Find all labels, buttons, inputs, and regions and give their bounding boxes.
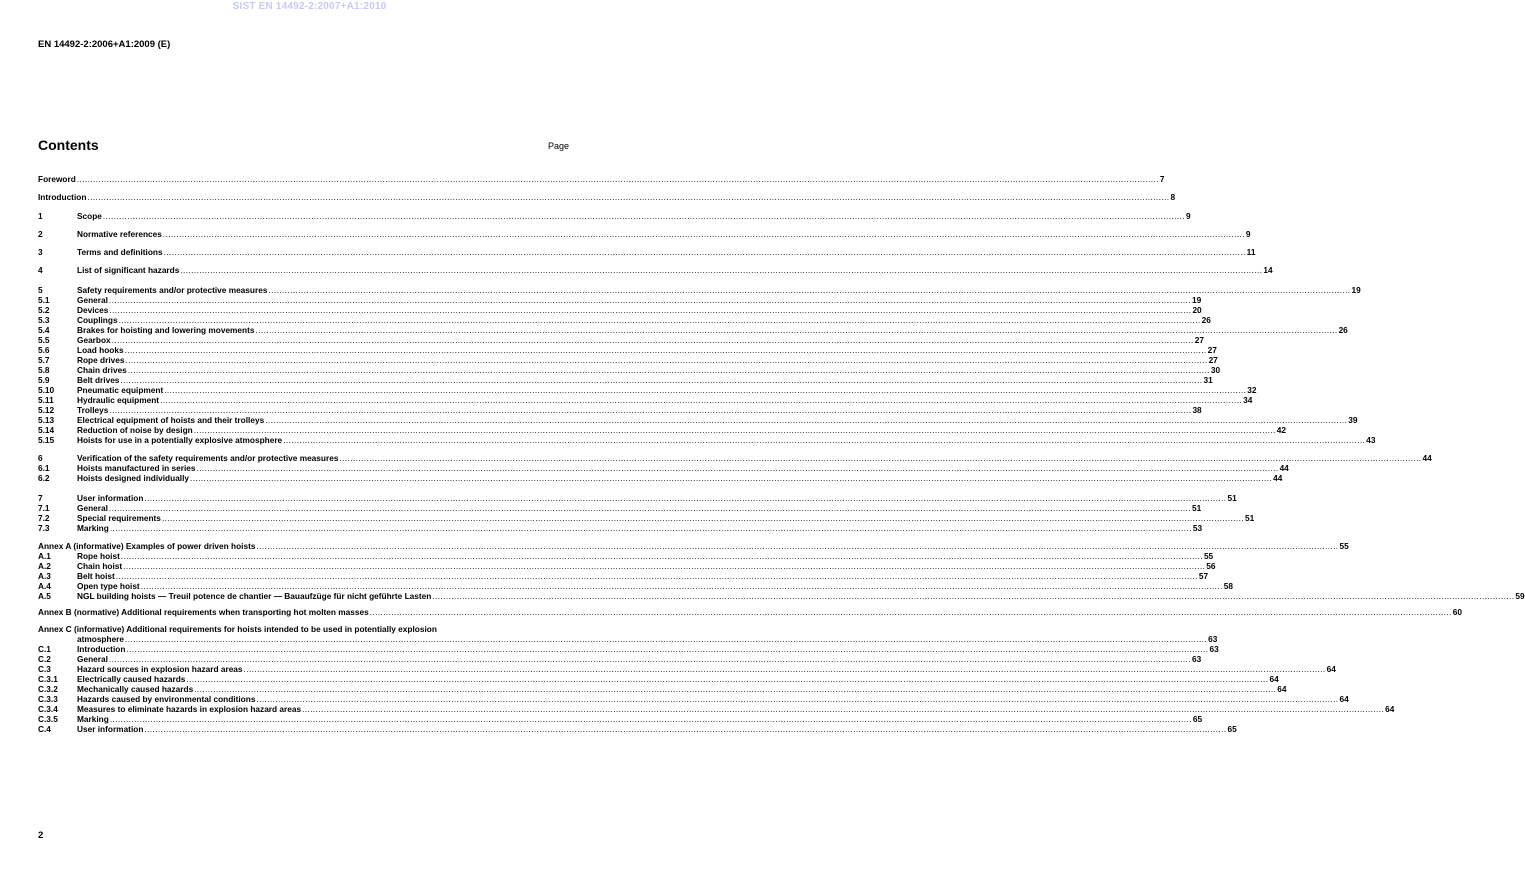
toc-entry-title: User information	[77, 724, 144, 734]
dot-leader: ................................................................................................................................................................................................................................................................................................................................................................................................................	[102, 211, 1185, 221]
toc-entry-page: 63	[1209, 644, 1219, 654]
toc-entry[interactable]	[38, 704, 1395, 714]
dot-leader: ................................................................................................................................................................................................................................................................................................................................................................................................................	[124, 345, 1207, 355]
toc-entry[interactable]	[38, 375, 1213, 385]
dot-leader: ................................................................................................................................................................................................................................................................................................................................................................................................................	[76, 174, 1159, 184]
toc-entry-title: Hoists manufactured in series	[77, 463, 196, 473]
toc-entry-number: A.2	[38, 561, 51, 571]
toc-entry-number: 7	[38, 493, 43, 503]
toc-entry-page: 65	[1192, 714, 1203, 724]
toc-entry-number: 5.6	[38, 345, 50, 355]
toc-entry-title: Belt hoist	[77, 571, 115, 581]
dot-leader: ................................................................................................................................................................................................................................................................................................................................................................................................................	[243, 664, 1326, 674]
dot-leader: ................................................................................................................................................................................................................................................................................................................................................................................................................	[256, 694, 1339, 704]
toc-entry-page: 26	[1201, 315, 1211, 325]
toc-entry-page: 60	[1452, 607, 1462, 617]
toc-entry-number: 7.3	[38, 523, 50, 533]
toc-entry[interactable]	[38, 174, 1165, 184]
dot-leader: ................................................................................................................................................................................................................................................................................................................................................................................................................	[108, 295, 1191, 305]
toc-entry-title: Introduction	[38, 192, 87, 202]
toc-entry[interactable]	[38, 473, 1283, 483]
dot-leader: ................................................................................................................................................................................................................................................................................................................................................................................................................	[140, 581, 1223, 591]
toc-entry-number: C.3.1	[38, 674, 58, 684]
dot-leader: ................................................................................................................................................................................................................................................................................................................................................................................................................	[369, 607, 1452, 617]
toc-entry-number: C.4	[38, 724, 51, 734]
toc-entry-title: NGL building hoists — Treuil potence de chantier — Bauaufzüge für nicht geführte Lasten	[77, 591, 432, 601]
toc-entry-number: 5.2	[38, 305, 50, 315]
toc-entry[interactable]	[38, 435, 1376, 445]
toc-entry-number: 5.15	[38, 435, 55, 445]
toc-entry-page: 7	[1159, 174, 1165, 184]
toc-entry-title: User information	[77, 493, 144, 503]
toc-entry-title: Open type hoist	[77, 581, 140, 591]
toc-entry-title: Terms and definitions	[77, 247, 163, 257]
toc-entry-number: C.3.3	[38, 694, 58, 704]
toc-entry-title: Brakes for hoisting and lowering movements	[77, 325, 255, 335]
dot-leader: ................................................................................................................................................................................................................................................................................................................................................................................................................	[283, 435, 1366, 445]
toc-entry-page: 64	[1339, 694, 1349, 704]
dot-leader: ................................................................................................................................................................................................................................................................................................................................................................................................................	[432, 591, 1515, 601]
toc-entry[interactable]	[38, 513, 1255, 523]
toc-entry[interactable]	[38, 607, 1462, 617]
toc-entry-title: Gearbox	[77, 335, 111, 345]
toc-entry[interactable]	[38, 541, 1349, 551]
toc-entry[interactable]	[38, 365, 1221, 375]
toc-entry-title: General	[77, 654, 108, 664]
toc-entry-number: 5.11	[38, 395, 54, 405]
toc-entry-number: 5.4	[38, 325, 50, 335]
toc-entry[interactable]	[38, 644, 1219, 654]
toc-entry[interactable]	[38, 561, 1216, 571]
toc-entry-page: 8	[1170, 192, 1176, 202]
toc-entry-title: Marking	[77, 714, 109, 724]
toc-entry[interactable]	[38, 335, 1204, 345]
toc-entry[interactable]	[38, 229, 1251, 239]
toc-entry-number: C.1	[38, 644, 51, 654]
toc-entry-page: 9	[1245, 229, 1251, 239]
toc-entry-number: 5.8	[38, 365, 50, 375]
dot-leader: ................................................................................................................................................................................................................................................................................................................................................................................................................	[126, 644, 1209, 654]
toc-entry-page: 30	[1210, 365, 1221, 375]
contents-title: Contents	[38, 137, 99, 153]
toc-entry[interactable]	[38, 295, 1202, 305]
dot-leader: ................................................................................................................................................................................................................................................................................................................................................................................................................	[120, 551, 1203, 561]
dot-leader: ................................................................................................................................................................................................................................................................................................................................................................................................................	[196, 463, 1279, 473]
toc-entry-page: 53	[1192, 523, 1203, 533]
toc-entry[interactable]	[38, 405, 1202, 415]
toc-entry-number: 5.5	[38, 335, 50, 345]
toc-entry-title: Special requirements	[77, 513, 161, 523]
toc-entry[interactable]	[38, 305, 1202, 315]
toc-entry-page: 27	[1208, 355, 1218, 365]
dot-leader: ................................................................................................................................................................................................................................................................................................................................................................................................................	[339, 453, 1422, 463]
toc-entry[interactable]	[38, 724, 1237, 734]
toc-entry-title: Load hooks	[77, 345, 124, 355]
toc-entry-number: 7.2	[38, 513, 50, 523]
toc-entry-title: Hoists designed individually	[77, 473, 190, 483]
dot-leader: ................................................................................................................................................................................................................................................................................................................................................................................................................	[125, 355, 1208, 365]
toc-entry[interactable]	[38, 624, 1218, 644]
toc-entry-page: 14	[1263, 265, 1273, 275]
dot-leader: ................................................................................................................................................................................................................................................................................................................................................................................................................	[161, 513, 1244, 523]
toc-entry[interactable]	[38, 674, 1279, 684]
toc-entry-page: 64	[1385, 704, 1395, 714]
dot-leader: ................................................................................................................................................................................................................................................................................................................................................................................................................	[109, 523, 1192, 533]
toc-entry[interactable]	[38, 247, 1256, 257]
toc-entry-page: 32	[1247, 385, 1257, 395]
dot-leader: ................................................................................................................................................................................................................................................................................................................................................................................................................	[265, 415, 1348, 425]
toc-entry-page: 43	[1366, 435, 1376, 445]
toc-entry-number: A.5	[38, 591, 51, 601]
toc-entry-number: 5.1	[38, 295, 50, 305]
dot-leader: ................................................................................................................................................................................................................................................................................................................................................................................................................	[186, 674, 1269, 684]
toc-entry-number: A.3	[38, 571, 51, 581]
toc-entry-page: 39	[1348, 415, 1358, 425]
toc-entry-number: 7.1	[38, 503, 50, 513]
toc-entry-page: 38	[1192, 405, 1202, 415]
toc-entry[interactable]	[38, 523, 1203, 533]
toc-entry[interactable]	[38, 684, 1287, 694]
toc-entry-page: 63	[1208, 634, 1218, 644]
dot-leader: ................................................................................................................................................................................................................................................................................................................................................................................................................	[180, 265, 1263, 275]
toc-entry-page: 63	[1191, 654, 1202, 664]
toc-entry-page: 65	[1227, 724, 1237, 734]
toc-entry[interactable]	[38, 591, 1525, 601]
toc-entry[interactable]	[38, 425, 1286, 435]
page-number: 2	[38, 830, 44, 841]
toc-entry-number: 6.1	[38, 463, 50, 473]
toc-entry[interactable]	[38, 581, 1233, 591]
toc-entry-title: Chain hoist	[77, 561, 123, 571]
toc-entry-title: Rope drives	[77, 355, 125, 365]
toc-entry-number: 5	[38, 285, 43, 295]
toc-entry-number: C.3.5	[38, 714, 58, 724]
toc-entry-title: Belt drives	[77, 375, 120, 385]
toc-entry-title: Hazard sources in explosion hazard areas	[77, 664, 243, 674]
toc-entry-page: 55	[1339, 541, 1349, 551]
toc-entry-page: 11	[1246, 247, 1256, 257]
toc-entry-title: Annex B (normative) Additional requirements when transporting hot molten masses	[38, 607, 369, 617]
toc-entry-page: 55	[1203, 551, 1214, 561]
toc-entry[interactable]	[38, 654, 1202, 664]
dot-leader: ................................................................................................................................................................................................................................................................................................................................................................................................................	[127, 365, 1210, 375]
toc-entry-page: 56	[1206, 561, 1216, 571]
toc-entry[interactable]	[38, 493, 1237, 503]
toc-entry-number: 5.3	[38, 315, 50, 325]
toc-entry-page: 51	[1191, 503, 1202, 513]
toc-entry-title: Introduction	[77, 644, 126, 654]
toc-entry-title: Verification of the safety requirements and/or protective measures	[77, 453, 339, 463]
toc-entry-page: 26	[1338, 325, 1348, 335]
dot-leader: ................................................................................................................................................................................................................................................................................................................................................................................................................	[268, 285, 1351, 295]
toc-entry-page: 64	[1269, 674, 1279, 684]
toc-entry[interactable]	[38, 395, 1253, 405]
dot-leader: ................................................................................................................................................................................................................................................................................................................................................................................................................	[123, 561, 1206, 571]
toc-entry-title: Safety requirements and/or protective measures	[77, 285, 268, 295]
dot-leader: ................................................................................................................................................................................................................................................................................................................................................................................................................	[109, 714, 1192, 724]
toc-entry-number: 6.2	[38, 473, 50, 483]
toc-entry-title: Electrically caused hazards	[77, 674, 186, 684]
toc-entry-page: 19	[1351, 285, 1361, 295]
toc-entry[interactable]	[38, 714, 1203, 724]
toc-entry[interactable]	[38, 192, 1176, 202]
toc-entry-page: 34	[1243, 395, 1253, 405]
dot-leader: ................................................................................................................................................................................................................................................................................................................................................................................................................	[193, 425, 1276, 435]
toc-entry-title-line1: Annex C (informative) Additional requirements for hoists intended to be used in potentially explosion	[38, 624, 437, 634]
dot-leader: ................................................................................................................................................................................................................................................................................................................................................................................................................	[111, 335, 1194, 345]
toc-entry-title: Mechanically caused hazards	[77, 684, 194, 694]
toc-entry[interactable]	[38, 664, 1336, 674]
toc-entry-number: 5.14	[38, 425, 55, 435]
toc-entry-title: Reduction of noise by design	[77, 425, 193, 435]
dot-leader: ................................................................................................................................................................................................................................................................................................................................................................................................................	[108, 503, 1191, 513]
toc-entry-number: A.4	[38, 581, 51, 591]
toc-entry-page: 44	[1273, 473, 1283, 483]
dot-leader: ................................................................................................................................................................................................................................................................................................................................................................................................................	[118, 315, 1201, 325]
toc-entry-page: 64	[1277, 684, 1287, 694]
toc-entry-title: General	[77, 295, 108, 305]
dot-leader: ................................................................................................................................................................................................................................................................................................................................................................................................................	[164, 385, 1247, 395]
toc-entry-title: Electrical equipment of hoists and their trolleys	[77, 415, 265, 425]
toc-entry-title: Rope hoist	[77, 551, 120, 561]
toc-entry-page: 44	[1279, 463, 1289, 473]
toc-entry-number: 6	[38, 453, 43, 463]
toc-entry-page: 27	[1207, 345, 1217, 355]
toc-entry-title: Trolleys	[77, 405, 109, 415]
toc-entry[interactable]	[38, 463, 1289, 473]
watermark: SIST EN 14492-2:2007+A1:2010	[232, 1, 387, 12]
toc-entry-page: 27	[1194, 335, 1204, 345]
toc-entry[interactable]	[38, 385, 1257, 395]
toc-entry-number: 3	[38, 247, 43, 257]
toc-entry-title: Hazards caused by environmental conditions	[77, 694, 256, 704]
toc-entry[interactable]	[38, 503, 1202, 513]
toc-entry[interactable]	[38, 325, 1348, 335]
toc-entry-page: 42	[1276, 425, 1286, 435]
toc-entry-title: Pneumatic equipment	[77, 385, 164, 395]
toc-entry-number: C.3.2	[38, 684, 58, 694]
toc-entry-title: Couplings	[77, 315, 118, 325]
dot-leader: ................................................................................................................................................................................................................................................................................................................................................................................................................	[87, 192, 1170, 202]
toc-entry-title: Scope	[77, 211, 102, 221]
toc-entry-number: 5.10	[38, 385, 55, 395]
toc-entry-title: Devices	[77, 305, 109, 315]
toc-entry-number: 5.12	[38, 405, 55, 415]
toc-entry-number: 5.7	[38, 355, 50, 365]
dot-leader: ................................................................................................................................................................................................................................................................................................................................................................................................................	[162, 229, 1245, 239]
toc-entry[interactable]	[38, 415, 1358, 425]
dot-leader: ................................................................................................................................................................................................................................................................................................................................................................................................................	[160, 395, 1243, 405]
toc-entry-page: 51	[1227, 493, 1237, 503]
toc-entry-number: C.3.4	[38, 704, 58, 714]
page-column-label: Page	[547, 141, 569, 151]
dot-leader: ................................................................................................................................................................................................................................................................................................................................................................................................................	[302, 704, 1385, 714]
dot-leader: ................................................................................................................................................................................................................................................................................................................................................................................................................	[125, 634, 1208, 644]
dot-leader: ................................................................................................................................................................................................................................................................................................................................................................................................................	[194, 684, 1277, 694]
dot-leader: ................................................................................................................................................................................................................................................................................................................................................................................................................	[109, 405, 1192, 415]
dot-leader: ................................................................................................................................................................................................................................................................................................................................................................................................................	[115, 571, 1198, 581]
toc-entry[interactable]	[38, 211, 1191, 221]
toc-entry-title: Chain drives	[77, 365, 127, 375]
dot-leader: ................................................................................................................................................................................................................................................................................................................................................................................................................	[163, 247, 1246, 257]
toc-entry-title: Hydraulic equipment	[77, 395, 160, 405]
toc-entry-title: Normative references	[77, 229, 162, 239]
toc-entry[interactable]	[38, 345, 1217, 355]
dot-leader: ................................................................................................................................................................................................................................................................................................................................................................................................................	[190, 473, 1273, 483]
toc-entry-page: 51	[1245, 513, 1255, 523]
toc-entry[interactable]	[38, 694, 1349, 704]
toc-entry-title: Measures to eliminate hazards in explosion hazard areas	[77, 704, 302, 714]
dot-leader: ................................................................................................................................................................................................................................................................................................................................................................................................................	[256, 541, 1339, 551]
toc-entry[interactable]	[38, 453, 1432, 463]
toc-entry[interactable]	[38, 315, 1211, 325]
toc-entry-title: Marking	[77, 523, 109, 533]
toc-entry-number: 4	[38, 265, 43, 275]
toc-entry-page: 19	[1191, 295, 1202, 305]
toc-entry-page: 59	[1515, 591, 1525, 601]
toc-entry-page: 57	[1198, 571, 1209, 581]
toc-entry-title: List of significant hazards	[77, 265, 180, 275]
toc-entry-number: C.3	[38, 664, 51, 674]
dot-leader: ................................................................................................................................................................................................................................................................................................................................................................................................................	[120, 375, 1203, 385]
toc-entry[interactable]	[38, 551, 1214, 561]
toc-entry[interactable]	[38, 571, 1209, 581]
toc-entry-number: 2	[38, 229, 43, 239]
dot-leader: ................................................................................................................................................................................................................................................................................................................................................................................................................	[144, 724, 1227, 734]
toc-entry-page: 31	[1203, 375, 1213, 385]
toc-entry-number: 5.9	[38, 375, 50, 385]
toc-entry-title: Annex A (informative) Examples of power driven hoists	[38, 541, 256, 551]
toc-entry-number: 1	[38, 211, 43, 221]
toc-entry-page: 64	[1326, 664, 1336, 674]
toc-entry-page: 9	[1185, 211, 1191, 221]
toc-entry-title: Hoists for use in a potentially explosive atmosphere	[77, 435, 283, 445]
toc-entry-page: 58	[1223, 581, 1233, 591]
toc-entry-title: Foreword	[38, 174, 76, 184]
toc-entry[interactable]	[38, 355, 1218, 365]
dot-leader: ................................................................................................................................................................................................................................................................................................................................................................................................................	[144, 493, 1227, 503]
toc-entry-page: 44	[1422, 453, 1432, 463]
toc-entry[interactable]	[38, 265, 1273, 275]
toc-entry[interactable]	[38, 285, 1361, 295]
dot-leader: ................................................................................................................................................................................................................................................................................................................................................................................................................	[109, 305, 1192, 315]
toc-entry-title: atmosphere	[77, 634, 125, 644]
dot-leader: ................................................................................................................................................................................................................................................................................................................................................................................................................	[255, 325, 1338, 335]
toc-entry-page: 20	[1192, 305, 1202, 315]
toc-entry-number: 5.13	[38, 415, 55, 425]
toc-entry-number: C.2	[38, 654, 51, 664]
toc-entry-number: A.1	[38, 551, 51, 561]
document-id: EN 14492-2:2006+A1:2009 (E)	[38, 39, 171, 50]
toc-entry-title: General	[77, 503, 108, 513]
dot-leader: ................................................................................................................................................................................................................................................................................................................................................................................................................	[108, 654, 1191, 664]
